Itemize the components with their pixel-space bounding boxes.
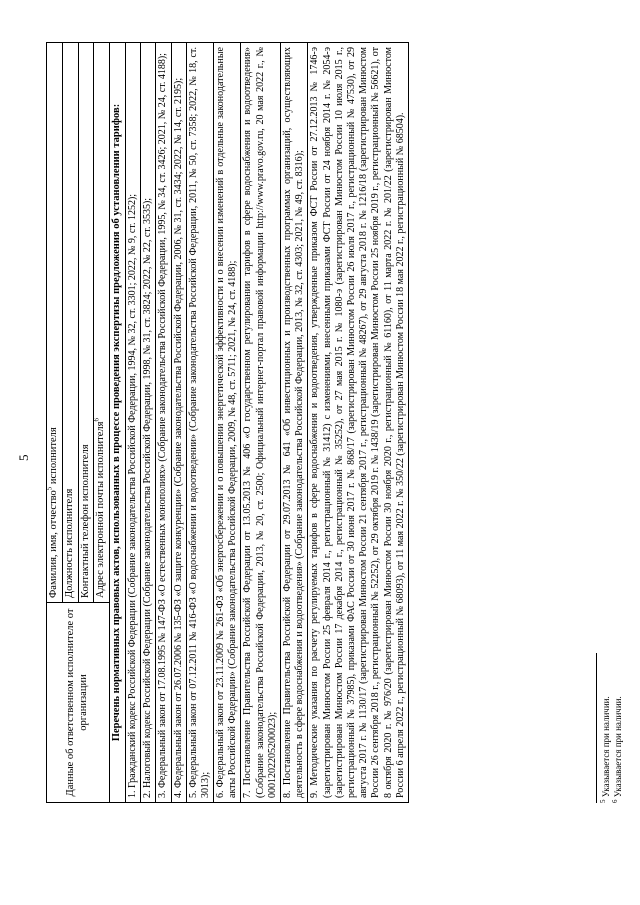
contact-group-label: Данные об ответственном исполнителе от организации xyxy=(47,603,110,803)
act-item: 1. Гражданский кодекс Российской Федерации (Собрание законодательства Российской Федерации, 1994, № 32, ст. 3301; 2022, № 9, ст. 1252); xyxy=(125,43,140,803)
act-item: 6. Федеральный закон от 23.11.2009 № 261-ФЗ «Об энергосбережении и о повышении энергетической эффективности и о внесении изменений в отдельные законодательные акты Российской Федерации» (Собрание законодательства Российской Федерации, 2009, № 48, ст. 5711; 2021, № 24, ст. 4188); xyxy=(214,43,241,803)
table-row xyxy=(241,43,281,803)
table-row xyxy=(47,43,63,803)
act-item: 3. Федеральный закон от 17.08.1995 № 147-ФЗ «О естественных монополиях» (Собрание законодательства Российской Федерации, 1995, № 34, ст. 3426; 2021, № 24, ст. 4188); xyxy=(156,43,171,803)
page-number: 5 xyxy=(16,454,31,461)
act-item: 7. Постановление Правительства Российской Федерации от 13.05.2013 № 406 «О государственном регулировании тарифов в сфере водоснабжения и водоотведения» (Собрание законодательства Российской Федерации, 2013, № 20, ст. 2500; Официальный интернет-портал правовой информации http://www.pravo.gov.ru, 20 мая 2022 г., № 0001202205200023); xyxy=(241,43,281,803)
table-row xyxy=(141,43,156,803)
act-item: 9. Методические указания по расчету регулируемых тарифов в сфере водоснабжения и водоотведения, утвержденные приказом ФСТ России от 27.12.2013 № 1746-э (зарегистрирован Минюстом России 25 февраля 2014 г., регистрационный № 31412) с изменениями, внесенными приказами ФСТ России от 24 ноября 2014 г. № 2054-э (зарегистрирован Минюстом России 17 декабря 2014 г., регистрационный № 35252), от 27 мая 2015 г. № 1080-э (зарегистрирован Минюстом России 10 июля 2015 г., регистрационный № 37985), приказами ФАС России от 30 июня 2017 г. № 868/17 (зарегистрирован Минюстом России 26 июля 2017 г., регистрационный № 47530), от 29 августа 2017 г. № 1130/17 (зарегистрирован Минюстом России 21 сентября 2017 г., регистрационный № 48267), от 29 августа 2018 г. № 1216/18 (зарегистрирован Минюстом России 26 сентября 2018 г., регистрационный № 52252), от 29 октября 2019 г. № 1438/19 (зарегистрирован Минюстом России 25 ноября 2019 г., регистрационный № 56621), от 8 октября 2020 г. № 976/20 (зарегистрирован Минюстом России 30 ноября 2020 г., регистрационный № 61160), от 11 марта 2022 г. № 201/22 (зарегистрирован Минюстом России 6 апреля 2022 г., регистрационный № 68093), от 11 мая 2022 г. № 350/22 (зарегистрирован Минюстом России 18 мая 2022 г., регистрационный № 68504). xyxy=(308,43,409,803)
table-row xyxy=(156,43,171,803)
section-title: Перечень нормативных правовых актов, использованных в процессе проведения экспертизы предложения об установлении тарифов: xyxy=(110,43,126,803)
footnotes xyxy=(601,696,624,803)
table-row xyxy=(308,43,409,803)
table-row xyxy=(125,43,140,803)
footnote-divider xyxy=(596,653,597,803)
act-item: 4. Федеральный закон от 26.07.2006 № 135-ФЗ «О защите конкуренции» (Собрание законодательства Российской Федерации, 2006, № 31, ст. 3434; 2022, № 14, ст. 2195); xyxy=(171,43,186,803)
field-position: Должность исполнителя xyxy=(62,43,78,603)
field-email: Адрес электронной почты исполнителя$^6$ xyxy=(94,43,110,603)
field-full-name: Фамилия, имя, отчество$^5$ исполнителя xyxy=(47,43,63,603)
act-item: 5. Федеральный закон от 07.12.2011 № 416-ФЗ «О водоснабжении и водоотведении» (Собрание законодательства Российской Федерации, 2011, № 50, ст. 7358; 2022, № 18, ст. 3013); xyxy=(186,43,213,803)
footnote: $^5$ Указывается при наличии. xyxy=(599,696,611,803)
table-row xyxy=(214,43,241,803)
table-row xyxy=(110,43,126,803)
table-row xyxy=(186,43,213,803)
footnote: $^6$ Указывается при наличии. xyxy=(610,696,623,803)
act-item: 2. Налоговый кодекс Российской Федерации (Собрание законодательства Российской Федерации, 1998, № 31, ст. 3824; 2022, № 22, ст. 3535); xyxy=(141,43,156,803)
field-phone: Контактный телефон исполнителя xyxy=(78,43,94,603)
table-row xyxy=(281,43,308,803)
table-row xyxy=(171,43,186,803)
expertise-table xyxy=(46,42,409,803)
act-item: 8. Постановление Правительства Российской Федерации от 29.07.2013 № 641 «Об инвестиционных и производственных программах организаций, осуществляющих деятельность в сфере водоснабжения и водоотведения» (Собрание законодательства Российской Федерации, 2013, № 32, ст. 4303; 2021, № 49, ст. 8316); xyxy=(281,43,308,803)
